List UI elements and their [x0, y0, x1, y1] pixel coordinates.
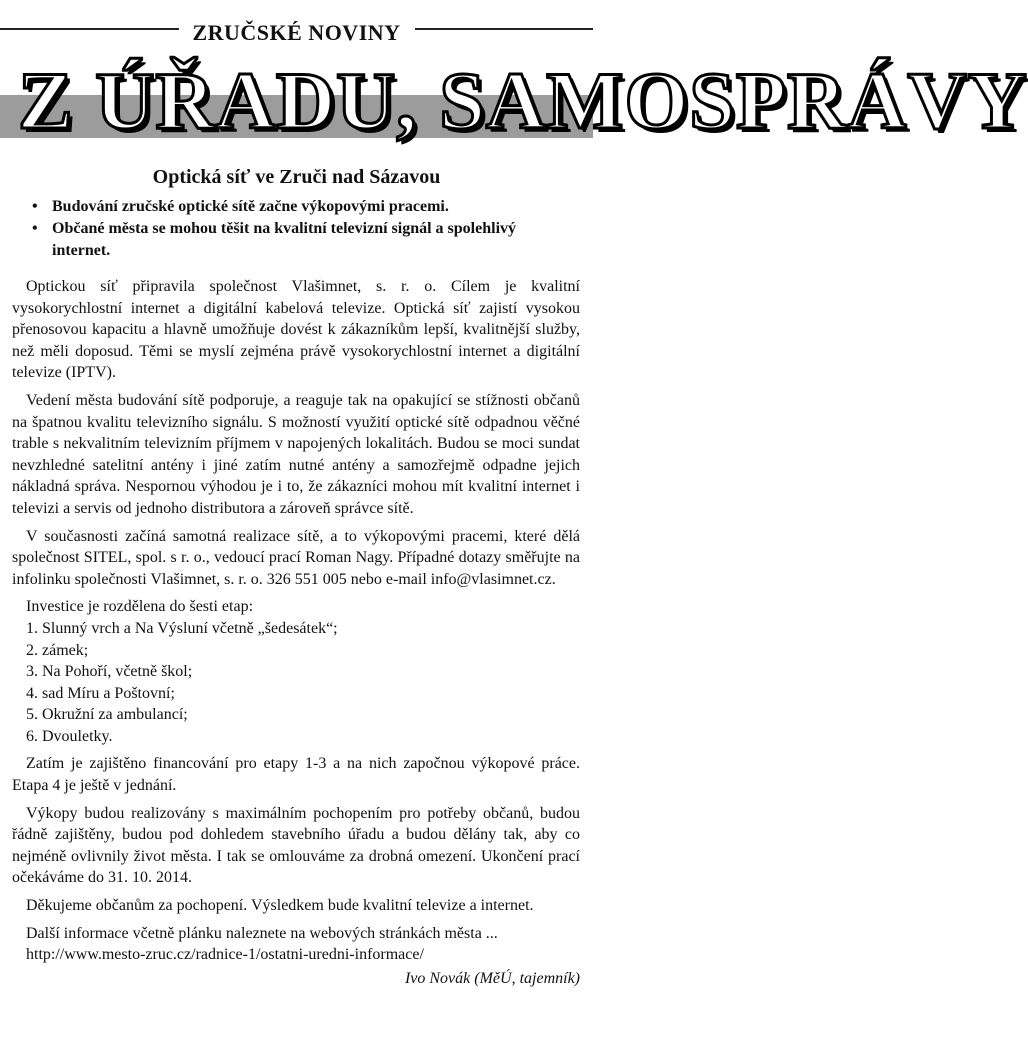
article-headline: Optická síť ve Zruči nad Sázavou: [152, 166, 441, 188]
paragraph: Další informace včetně plánku naleznete na webových stránkách města ...: [26, 924, 498, 942]
stage-list: [12, 618, 580, 748]
paragraph: Zatím je zajištěno financování pro etapy 1-3 a na nich započnou výkopové práce. Etapa 4 je ještě v jednání.: [12, 755, 580, 795]
paragraph: Investice je rozdělena do šesti etap:: [26, 598, 254, 616]
article-body: [12, 276, 580, 989]
newspaper-title: ZRUČSKÉ NOVINY: [178, 20, 414, 46]
stage-item: 1. Slunný vrch a Na Výsluní včetně „šedesátek“;: [26, 619, 338, 637]
masthead: [0, 0, 593, 48]
paragraph: Děkujeme občanům za pochopení. Výsledkem bude kvalitní televize a internet.: [26, 897, 534, 915]
paragraph: V současnosti začíná samotná realizace sítě, a to výkopovými pracemi, které dělá společnost SITEL, spol. s r. o., vedoucí prací Roman Nagy. Případné dotazy směřujte na infolinku společnosti Vlašimnet, s. r. o. 326 551 005 nebo e-mail info@vlasimnet.cz.: [12, 527, 580, 588]
banner-text: Z ÚŘADU, SAMOSPRÁVY: [18, 55, 1028, 146]
author-signature: Ivo Novák (MěÚ, tajemník): [404, 969, 580, 987]
summary-bullet: • Budování zručské optické sítě začne výkopovými pracemi.: [30, 196, 550, 218]
paragraph: Vedení města budování sítě podporuje, a reaguje tak na opakující se stížnosti občanů na špatnou kvalitu televizního signálu. S možností využití optické sítě odpadnou věčné trable s nekvalitním televizním příjmem v napojených lokalitách. Budou se moci sundat nevzhledné satelitní antény i jiné zatím nutné antény a samozřejmě odpadne jejich nákladná správa. Nespornou výhodou je i to, že zákazníci mohou mít kvalitní internet i televizi a servis od jednoho distributora a zároveň správce sítě.: [12, 391, 580, 517]
stage-item: 5. Okružní za ambulancí;: [26, 706, 188, 724]
summary-bullets: [30, 196, 550, 262]
summary-bullet: • Občané města se mohou těšit na kvalitní televizní signál a spolehlivý internet.: [30, 218, 550, 262]
paragraph: Optickou síť připravila společnost Vlašimnet, s. r. o. Cílem je kvalitní vysokorychlostní internet a digitální kabelová televize. Optická síť zajistí vysokou přenosovou kapacitu a hlavně umožňuje dovést k zákazníkům lepší, kvalitnější služby, než měli doposud. Těmi se myslí zejména právě vysokorychlostní internet a digitální televize (IPTV).: [12, 278, 580, 382]
section-banner: [0, 55, 1028, 148]
stage-item: 6. Dvouletky.: [26, 727, 113, 745]
stage-item: 4. sad Míru a Poštovní;: [26, 684, 175, 702]
info-link[interactable]: http://www.mesto-zruc.cz/radnice-1/ostatni-uredni-informace/: [26, 946, 424, 964]
stage-item: 2. zámek;: [26, 641, 89, 659]
stage-item: 3. Na Pohoří, včetně škol;: [26, 663, 193, 681]
paragraph: Výkopy budou realizovány s maximálním pochopením pro potřeby občanů, budou řádně zajištěny, budou pod dohledem stavebního úřadu a budou dělány tak, aby co nejméně ovlivnily život města. I tak se omlouváme za drobná omezení. Ukončení prací očekáváme do 31. 10. 2014.: [12, 804, 580, 887]
